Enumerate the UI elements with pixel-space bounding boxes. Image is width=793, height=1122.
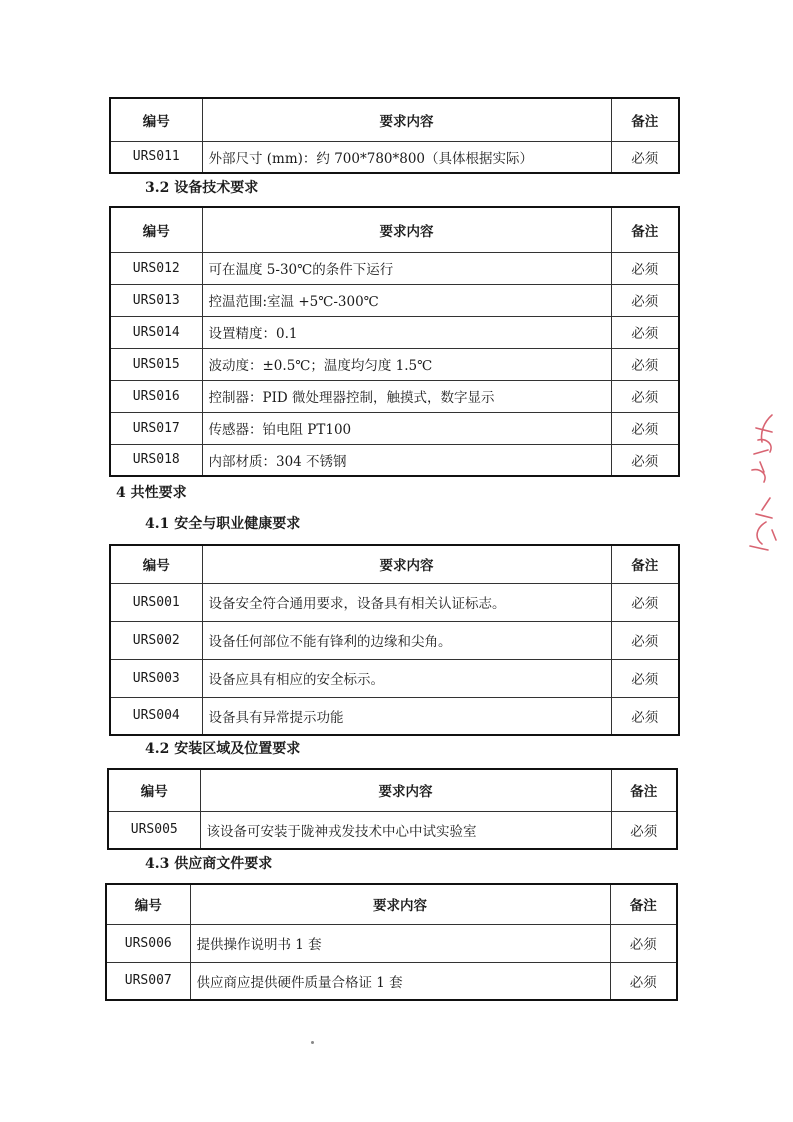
header-content: 要求内容 (202, 545, 611, 583)
seal-stamp-fragment (742, 410, 782, 560)
row-id: URS016 (110, 380, 202, 412)
table-row (110, 412, 679, 444)
header-note: 备注 (611, 207, 679, 252)
row-note: 必须 (611, 316, 679, 348)
header-content: 要求内容 (200, 769, 611, 811)
header-note: 备注 (610, 884, 677, 924)
header-id: 编号 (108, 769, 200, 811)
table-row (110, 380, 679, 412)
header-id: 编号 (110, 545, 202, 583)
table-header-row (110, 545, 679, 583)
row-id: URS005 (108, 811, 200, 849)
row-note: 必须 (611, 252, 679, 284)
row-content: 控温范围:室温 +5℃-300℃ (202, 284, 611, 316)
table-row (110, 252, 679, 284)
row-content: 提供操作说明书 1 套 (190, 924, 610, 962)
table-header-row (110, 207, 679, 252)
row-note: 必须 (611, 380, 679, 412)
table-basic (109, 97, 680, 174)
table-row (106, 962, 677, 1000)
table-row (110, 659, 679, 697)
section-title-4-1: 4.1 安全与职业健康要求 (145, 516, 301, 532)
row-note: 必须 (610, 924, 677, 962)
row-content: 设置精度：0.1 (202, 316, 611, 348)
row-content: 设备应具有相应的安全标示。 (202, 659, 611, 697)
row-content: 可在温度 5-30℃的条件下运行 (202, 252, 611, 284)
row-id: URS017 (110, 412, 202, 444)
row-content: 控制器：PID 微处理器控制，触摸式，数字显示 (202, 380, 611, 412)
row-id: URS007 (106, 962, 190, 1000)
row-content: 设备任何部位不能有锋利的边缘和尖角。 (202, 621, 611, 659)
row-id: URS003 (110, 659, 202, 697)
row-content: 该设备可安装于陇神戎发技术中心中试实验室 (200, 811, 611, 849)
table-row (106, 924, 677, 962)
row-id: URS013 (110, 284, 202, 316)
section-title-4-3: 4.3 供应商文件要求 (145, 856, 273, 872)
header-id: 编号 (106, 884, 190, 924)
row-id: URS006 (106, 924, 190, 962)
table-row (110, 284, 679, 316)
header-note: 备注 (611, 545, 679, 583)
row-content: 波动度：±0.5℃；温度均匀度 1.5℃ (202, 348, 611, 380)
section-title-4-2: 4.2 安装区域及位置要求 (145, 741, 301, 757)
scan-speck (311, 1041, 314, 1044)
row-id: URS011 (110, 141, 202, 173)
header-content: 要求内容 (202, 98, 611, 141)
row-note: 必须 (610, 962, 677, 1000)
table-row (108, 811, 677, 849)
table-row (110, 348, 679, 380)
row-note: 必须 (611, 811, 677, 849)
table-row (110, 316, 679, 348)
row-content: 设备具有异常提示功能 (202, 697, 611, 735)
table-row (110, 621, 679, 659)
row-content: 设备安全符合通用要求，设备具有相关认证标志。 (202, 583, 611, 621)
table-header-row (108, 769, 677, 811)
header-id: 编号 (110, 207, 202, 252)
row-id: URS004 (110, 697, 202, 735)
table-safety-requirements (109, 544, 680, 736)
row-content: 外部尺寸 (mm)：约 700*780*800（具体根据实际） (202, 141, 611, 173)
table-row (110, 583, 679, 621)
row-note: 必须 (611, 659, 679, 697)
row-note: 必须 (611, 621, 679, 659)
header-note: 备注 (611, 98, 679, 141)
row-id: URS015 (110, 348, 202, 380)
header-note: 备注 (611, 769, 677, 811)
table-tech-requirements (109, 206, 680, 477)
header-id: 编号 (110, 98, 202, 141)
header-content: 要求内容 (190, 884, 610, 924)
row-id: URS012 (110, 252, 202, 284)
row-note: 必须 (611, 697, 679, 735)
row-note: 必须 (611, 412, 679, 444)
row-content: 内部材质：304 不锈钢 (202, 444, 611, 476)
section-title-3-2: 3.2 设备技术要求 (145, 180, 259, 196)
row-id: URS018 (110, 444, 202, 476)
row-note: 必须 (611, 348, 679, 380)
header-content: 要求内容 (202, 207, 611, 252)
row-note: 必须 (611, 583, 679, 621)
table-row (110, 141, 679, 173)
row-note: 必须 (611, 141, 679, 173)
table-row (110, 444, 679, 476)
table-header-row (110, 98, 679, 141)
row-id: URS014 (110, 316, 202, 348)
section-title-4: 4 共性要求 (116, 485, 187, 501)
row-id: URS001 (110, 583, 202, 621)
row-note: 必须 (611, 284, 679, 316)
table-header-row (106, 884, 677, 924)
row-content: 传感器：铂电阻 PT100 (202, 412, 611, 444)
table-row (110, 697, 679, 735)
table-installation-requirements (107, 768, 678, 850)
row-note: 必须 (611, 444, 679, 476)
table-supplier-documents (105, 883, 678, 1001)
row-id: URS002 (110, 621, 202, 659)
row-content: 供应商应提供硬件质量合格证 1 套 (190, 962, 610, 1000)
